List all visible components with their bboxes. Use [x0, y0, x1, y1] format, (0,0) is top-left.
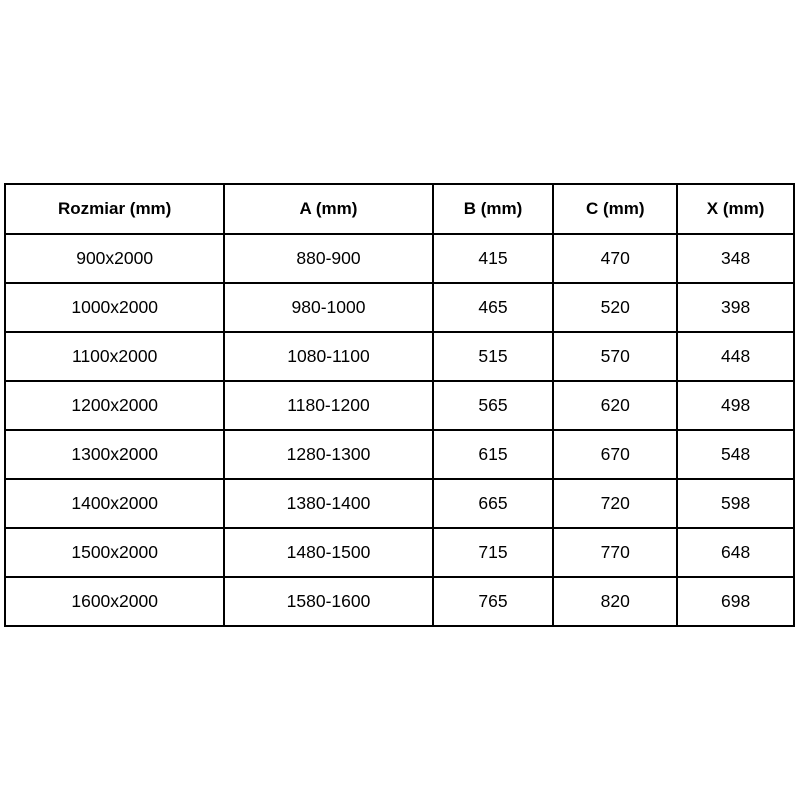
column-header-b: B (mm) [433, 184, 554, 234]
table-cell: 348 [677, 234, 794, 283]
table-cell: 565 [433, 381, 554, 430]
table-cell: 1500x2000 [5, 528, 224, 577]
column-header-a: A (mm) [224, 184, 432, 234]
table-cell: 548 [677, 430, 794, 479]
table-cell: 1100x2000 [5, 332, 224, 381]
table-cell: 448 [677, 332, 794, 381]
column-header-x: X (mm) [677, 184, 794, 234]
table-cell: 980-1000 [224, 283, 432, 332]
table-cell: 1380-1400 [224, 479, 432, 528]
table-cell: 415 [433, 234, 554, 283]
table-cell: 665 [433, 479, 554, 528]
column-header-c: C (mm) [553, 184, 677, 234]
table-cell: 1080-1100 [224, 332, 432, 381]
table-row [5, 528, 794, 577]
table-row [5, 332, 794, 381]
table-cell: 570 [553, 332, 677, 381]
table-cell: 465 [433, 283, 554, 332]
table-cell: 900x2000 [5, 234, 224, 283]
table-cell: 470 [553, 234, 677, 283]
table-cell: 1000x2000 [5, 283, 224, 332]
table-header-row [5, 184, 794, 234]
table-cell: 1480-1500 [224, 528, 432, 577]
table-cell: 615 [433, 430, 554, 479]
table-row [5, 430, 794, 479]
table-cell: 1180-1200 [224, 381, 432, 430]
table-cell: 515 [433, 332, 554, 381]
table-row [5, 234, 794, 283]
table-cell: 1400x2000 [5, 479, 224, 528]
table-cell: 698 [677, 577, 794, 626]
table-row [5, 577, 794, 626]
table-cell: 620 [553, 381, 677, 430]
table-cell: 770 [553, 528, 677, 577]
table-cell: 1200x2000 [5, 381, 224, 430]
table-cell: 1280-1300 [224, 430, 432, 479]
table-cell: 820 [553, 577, 677, 626]
table-cell: 1600x2000 [5, 577, 224, 626]
table-cell: 498 [677, 381, 794, 430]
table-cell: 1580-1600 [224, 577, 432, 626]
table-row [5, 283, 794, 332]
table-cell: 765 [433, 577, 554, 626]
table-cell: 720 [553, 479, 677, 528]
column-header-rozmiar: Rozmiar (mm) [5, 184, 224, 234]
table-cell: 598 [677, 479, 794, 528]
table-cell: 715 [433, 528, 554, 577]
table-cell: 648 [677, 528, 794, 577]
table-cell: 398 [677, 283, 794, 332]
table-cell: 670 [553, 430, 677, 479]
table-cell: 1300x2000 [5, 430, 224, 479]
table-cell: 880-900 [224, 234, 432, 283]
table-cell: 520 [553, 283, 677, 332]
table-row [5, 479, 794, 528]
size-spec-table [4, 183, 795, 627]
table-row [5, 381, 794, 430]
